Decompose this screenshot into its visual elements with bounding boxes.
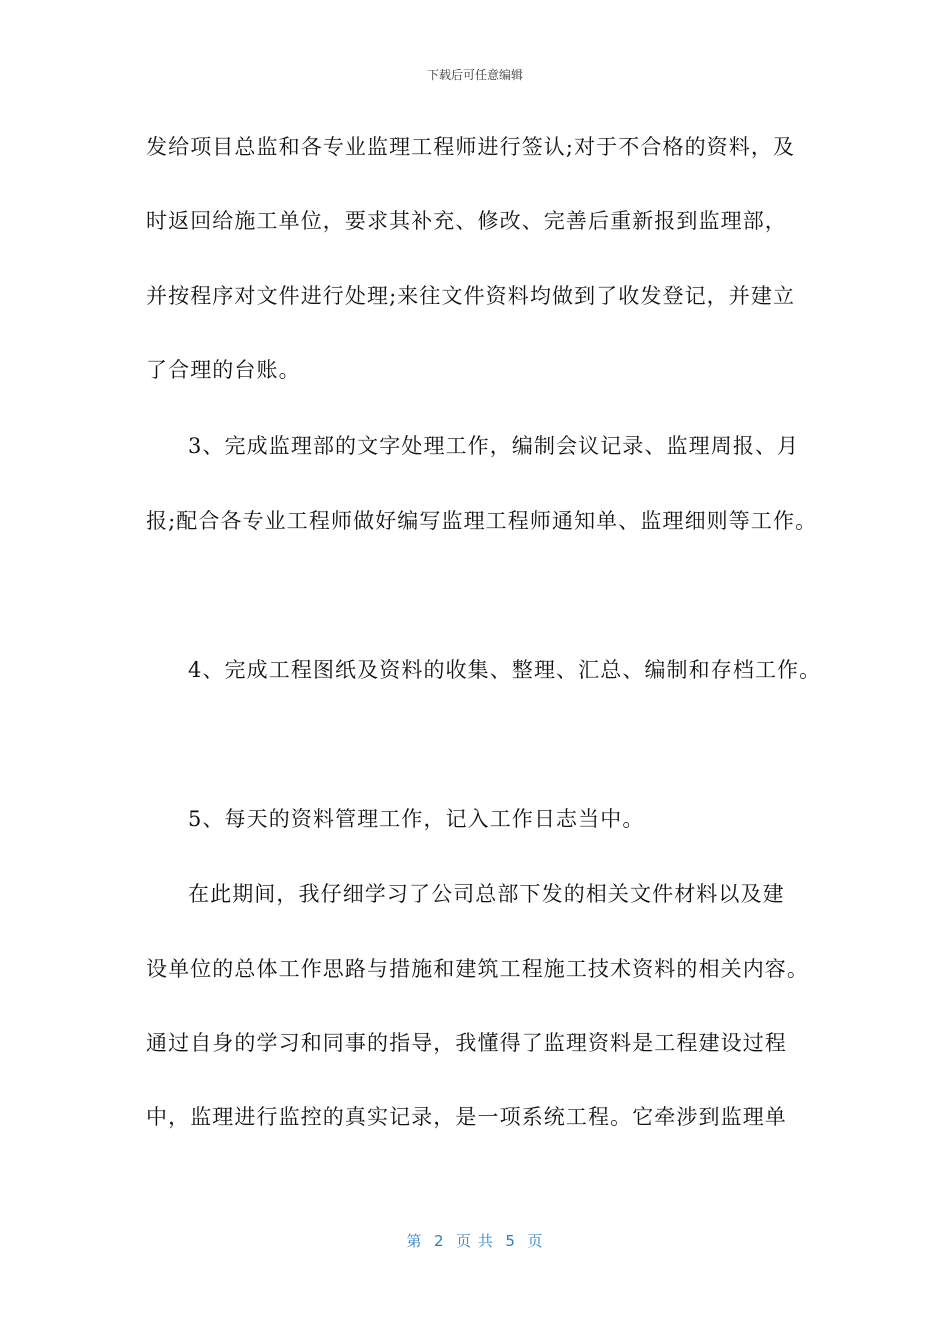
body-line: 报;配合各专业工程师做好编写监理工程师通知单、监理细则等工作。 (146, 509, 818, 533)
body-line: 设单位的总体工作思路与措施和建筑工程施工技术资料的相关内容。 (146, 957, 809, 981)
body-line: 3、完成监理部的文字处理工作，编制会议记录、监理周报、月 (188, 434, 800, 458)
page-footer (0, 1230, 950, 1251)
page-header: 下载后可任意编辑 (426, 68, 523, 82)
page-number: 第 2 页 共 5 页 (406, 1232, 544, 1250)
body-line: 4、完成工程图纸及资料的收集、整理、汇总、编制和存档工作。 (188, 658, 822, 682)
body-line: 发给项目总监和各专业监理工程师进行签认;对于不合格的资料，及 (146, 135, 796, 159)
body-line: 了合理的台账。 (146, 358, 301, 382)
body-line: 并按程序对文件进行处理;来往文件资料均做到了收发登记，并建立 (146, 284, 796, 308)
body-line: 中，监理进行监控的真实记录，是一项系统工程。它牵涉到监理单 (146, 1105, 787, 1129)
body-line: 在此期间，我仔细学习了公司总部下发的相关文件材料以及建 (188, 882, 785, 906)
body-line: 5、每天的资料管理工作，记入工作日志当中。 (188, 807, 645, 831)
body-line: 时返回给施工单位，要求其补充、修改、完善后重新报到监理部， (146, 209, 787, 233)
body-line: 通过自身的学习和同事的指导，我懂得了监理资料是工程建设过程 (146, 1031, 787, 1055)
